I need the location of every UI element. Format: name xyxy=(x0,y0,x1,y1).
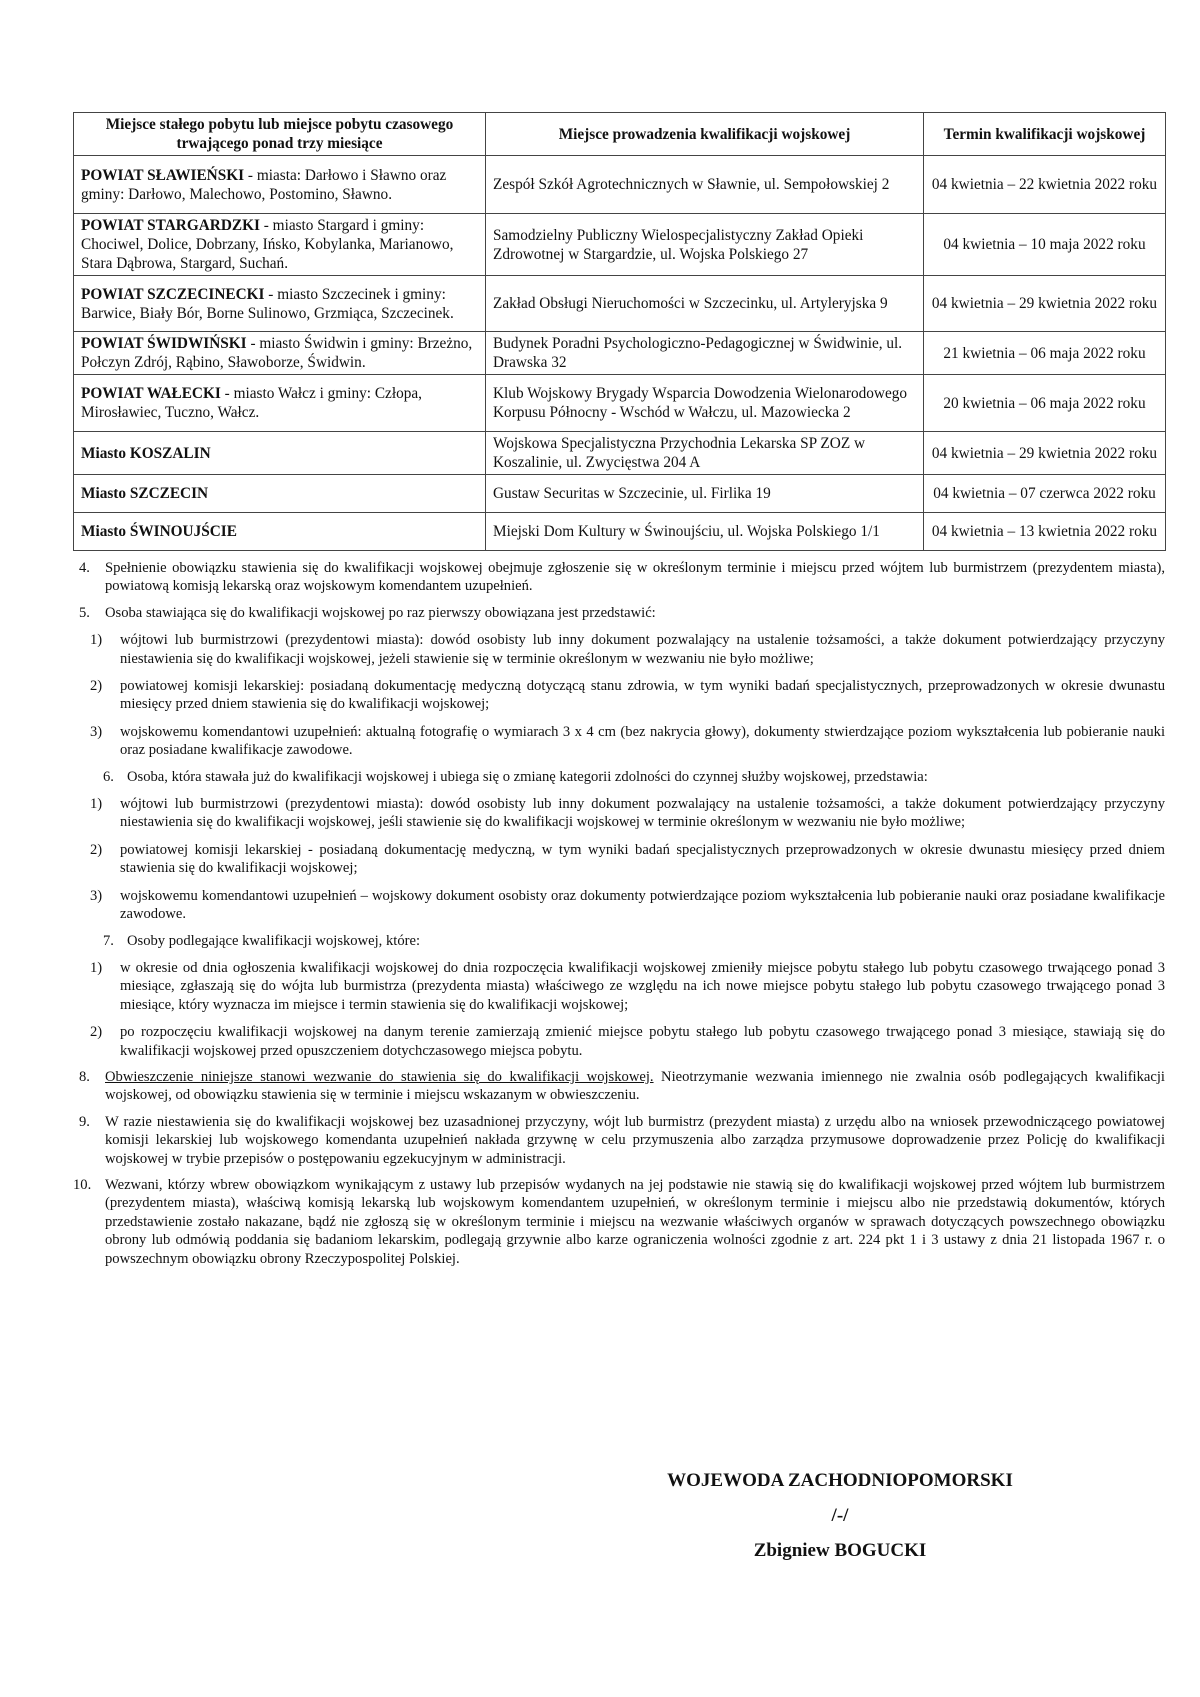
point-8 xyxy=(73,1068,1165,1105)
city-name: Miasto SZCZECIN xyxy=(74,475,486,513)
item-text: wojskowemu komendantowi uzupełnień – wojskowy dokument osobisty oraz dokumenty potwierdzające poziom wykształcenia lub pobieranie nauki oraz posiadane kwalifikacje zawodowe. xyxy=(120,887,1165,923)
city-name: Miasto ŚWINOUJŚCIE xyxy=(74,513,486,551)
point-7-item-1 xyxy=(73,959,1165,1014)
residence-cell xyxy=(74,332,486,375)
signature-mark: /-/ xyxy=(831,1505,849,1526)
notice-body xyxy=(73,559,1165,1268)
item-text: powiatowej komisji lekarskiej: posiadaną dokumentację medyczną dotyczącą stanu zdrowia, w tym wyniki badań specjalistycznych, przeprowadzonych w okresie dwunastu miesięcy przed dniem stawienia się do kwalifikacji wojskowej; xyxy=(120,678,1165,713)
point-9 xyxy=(73,1113,1165,1168)
residence-cell xyxy=(74,214,486,276)
point-6-item-2 xyxy=(73,841,1165,878)
residence-cell xyxy=(74,276,486,332)
county-name: POWIAT SŁAWIEŃSKI xyxy=(81,166,245,184)
place-cell: Miejski Dom Kultury w Świnoujściu, ul. Wojska Polskiego 1/1 xyxy=(486,513,924,551)
table-row xyxy=(74,432,1166,475)
item-text: po rozpoczęciu kwalifikacji wojskowej na danym terenie zamierzają zmienić miejsce pobytu stałego lub pobytu czasowego trwającego ponad 3 miesiące, stawiają się do kwalifikacji wojskowej przed opuszczeniem dotychczasowego miejsca pobytu. xyxy=(120,1024,1165,1059)
place-cell: Zakład Obsługi Nieruchomości w Szczecinku, ul. Artyleryjska 9 xyxy=(486,276,924,332)
item-text: wójtowi lub burmistrzowi (prezydentowi miasta): dowód osobisty lub inny dokument pozwalający na ustalenie tożsamości, a także dokument potwierdzający przyczyny niestawienia się do kwalifikacji wojskowej, jeżeli stawienie się w terminie określonym w wezwaniu nie było możliwe; xyxy=(120,632,1165,667)
place-cell: Samodzielny Publiczny Wielospecjalistyczny Zakład Opieki Zdrowotnej w Stargardzie, ul. Wojska Polskiego 27 xyxy=(486,214,924,276)
item-number: 1) xyxy=(90,632,103,649)
date-cell: 04 kwietnia – 29 kwietnia 2022 roku xyxy=(924,276,1166,332)
date-cell: 04 kwietnia – 10 maja 2022 roku xyxy=(924,214,1166,276)
date-cell: 20 kwietnia – 06 maja 2022 roku xyxy=(924,375,1166,432)
point-text: Spełnienie obowiązku stawienia się do kwalifikacji wojskowej obejmuje zgłoszenie się w określonym terminie i miejscu przed wójtem lub burmistrzem (prezydentem miasta), powiatową komisją lekarską oraz wojskowym komendantem uzupełnień. xyxy=(105,560,1165,595)
county-name: POWIAT ŚWIDWIŃSKI xyxy=(81,335,247,352)
point-6-item-3 xyxy=(73,887,1165,924)
qualification-schedule-table xyxy=(73,112,1166,551)
county-communes: - miasto Wałcz i gminy: Człopa, Mirosławiec, Tuczno, Wałcz. xyxy=(81,385,422,421)
point-5-item-3 xyxy=(73,723,1165,760)
point-number: 8. xyxy=(79,1068,90,1085)
item-number: 2) xyxy=(90,841,103,858)
place-cell: Zespół Szkół Agrotechnicznych w Sławnie, ul. Sempołowskiej 2 xyxy=(486,156,924,214)
date-cell: 04 kwietnia – 29 kwietnia 2022 roku xyxy=(924,432,1166,475)
point-6-item-1 xyxy=(73,795,1165,832)
summons-statement: Obwieszczenie niniejsze stanowi wezwanie do stawienia się do kwalifikacji wojskowej. xyxy=(105,1068,654,1085)
header-date: Termin kwalifikacji wojskowej xyxy=(924,113,1166,156)
place-cell: Wojskowa Specjalistyczna Przychodnia Lekarska SP ZOZ w Koszalinie, ul. Zwycięstwa 204 A xyxy=(486,432,924,475)
item-text: wojskowemu komendantowi uzupełnień: aktualną fotografię o wymiarach 3 x 4 cm (bez nakrycia głowy), dokumenty stwierdzające poziom wykształcenia lub pobieranie nauki oraz posiadane kwalifikacje zawodowe. xyxy=(120,723,1165,759)
point-10 xyxy=(73,1176,1165,1268)
point-6 xyxy=(73,768,1165,786)
table-row xyxy=(74,375,1166,432)
point-text-rest: Nieotrzymanie wezwania imiennego nie zwalnia osób podlegających kwalifikacji wojskowej, od obowiązku stawienia się w terminie i miejscu wskazanym w obwieszczeniu. xyxy=(105,1068,1165,1104)
item-number: 2) xyxy=(90,678,103,695)
point-number: 6. xyxy=(103,768,114,785)
item-number: 1) xyxy=(90,796,103,813)
item-number: 1) xyxy=(90,959,103,976)
point-5-item-1 xyxy=(73,631,1165,668)
residence-cell xyxy=(74,375,486,432)
county-name: POWIAT WAŁECKI xyxy=(81,385,221,402)
point-7-item-2 xyxy=(73,1023,1165,1060)
city-name: Miasto KOSZALIN xyxy=(74,432,486,475)
document-page xyxy=(73,112,1165,1268)
place-cell: Klub Wojskowy Brygady Wsparcia Dowodzenia Wielonarodowego Korpusu Północny - Wschód w Wałczu, ul. Mazowiecka 2 xyxy=(486,375,924,432)
point-number: 4. xyxy=(79,560,90,576)
signature-title: WOJEWODA ZACHODNIOPOMORSKI xyxy=(667,1470,1013,1491)
item-text: w okresie od dnia ogłoszenia kwalifikacji wojskowej do dnia rozpoczęcia kwalifikacji wojskowej zmieniły miejsce pobytu stałego lub pobytu czasowego trwającego ponad 3 miesiące, zgłaszają się do wójta lub burmistrza (prezydenta miasta) właściwego ze względu na ich nowe miejsce pobytu stałego lub pobytu czasowego trwającego ponad 3 miesiące, który wyznacza im miejsce i termin stawienia się do kwalifikacji wojskowej; xyxy=(120,959,1165,1013)
table-row xyxy=(74,332,1166,375)
signature-name: Zbigniew BOGUCKI xyxy=(753,1540,927,1561)
county-name: POWIAT SZCZECINECKI xyxy=(81,285,265,303)
point-number: 5. xyxy=(79,604,90,621)
county-communes: - miasto Szczecinek i gminy: Barwice, Biały Bór, Borne Sulinowo, Grzmiąca, Szczecinek. xyxy=(81,285,454,322)
table-header-row xyxy=(74,113,1166,156)
date-cell: 21 kwietnia – 06 maja 2022 roku xyxy=(924,332,1166,375)
table-row xyxy=(74,513,1166,551)
place-cell: Gustaw Securitas w Szczecinie, ul. Firlika 19 xyxy=(486,475,924,513)
header-residence: Miejsce stałego pobytu lub miejsce pobytu czasowego trwającego ponad trzy miesiące xyxy=(74,113,486,156)
date-cell: 04 kwietnia – 07 czerwca 2022 roku xyxy=(924,475,1166,513)
point-text xyxy=(105,1068,1165,1105)
county-communes: - miasta: Darłowo i Sławno oraz gminy: Darłowo, Malechowo, Postomino, Sławno. xyxy=(81,166,447,203)
point-text: W razie niestawienia się do kwalifikacji wojskowej bez uzasadnionej przyczyny, wójt lub burmistrz (prezydent miasta) z urzędu albo na wniosek przewodniczącego powiatowej komisji lekarskiej lub wojskowego komendanta uzupełnień nakłada grzywnę w celu przymuszenia albo zarządza przymusowe doprowadzenie przez Policję do kwalifikacji wojskowej w trybie przepisów o postępowaniu egzekucyjnym w administracji. xyxy=(105,1113,1165,1167)
header-place: Miejsce prowadzenia kwalifikacji wojskowej xyxy=(486,113,924,156)
point-5 xyxy=(73,604,1165,622)
table-row xyxy=(74,214,1166,276)
point-7 xyxy=(73,932,1165,950)
county-name: POWIAT STARGARDZKI xyxy=(81,217,260,234)
place-cell: Budynek Poradni Psychologiczno-Pedagogicznej w Świdwinie, ul. Drawska 32 xyxy=(486,332,924,375)
item-text: wójtowi lub burmistrzowi (prezydentowi miasta): dowód osobisty lub inny dokument pozwalający na ustalenie tożsamości, a także dokument potwierdzający przyczyny niestawienia się do kwalifikacji wojskowej, jeśli stawienie się do kwalifikacji wojskowej w terminie określonym w wezwaniu nie było możliwe; xyxy=(120,796,1165,831)
table-row xyxy=(74,276,1166,332)
item-number: 3) xyxy=(90,723,103,740)
item-number: 3) xyxy=(90,887,103,904)
point-text: Osoba, która stawała już do kwalifikacji wojskowej i ubiega się o zmianę kategorii zdolności do czynnej służby wojskowej, przedstawia: xyxy=(127,768,928,785)
table-row xyxy=(74,156,1166,214)
residence-cell xyxy=(74,156,486,214)
table-row xyxy=(74,475,1166,513)
county-communes: - miasto Świdwin i gminy: Brzeżno, Połczyn Zdrój, Rąbino, Sławoborze, Świdwin. xyxy=(81,335,473,371)
date-cell: 04 kwietnia – 22 kwietnia 2022 roku xyxy=(924,156,1166,214)
date-cell: 04 kwietnia – 13 kwietnia 2022 roku xyxy=(924,513,1166,551)
point-number: 9. xyxy=(79,1113,90,1130)
point-number: 10. xyxy=(73,1176,92,1193)
point-text: Osoby podlegające kwalifikacji wojskowej, które: xyxy=(127,932,421,949)
county-communes: - miasto Stargard i gminy: Chociwel, Dolice, Dobrzany, Ińsko, Kobylanka, Marianowo, Stara Dąbrowa, Stargard, Suchań. xyxy=(81,217,454,272)
item-text: powiatowej komisji lekarskiej - posiadaną dokumentację medyczną, w tym wyniki badań specjalistycznych przeprowadzonych w okresie dwunastu miesięcy przed dniem stawienia się do kwalifikacji wojskowej; xyxy=(120,841,1165,877)
point-text: Wezwani, którzy wbrew obowiązkom wynikającym z ustawy lub przepisów wydanych na jej podstawie nie stawią się do kwalifikacji wojskowej przed wójtem lub burmistrzem (prezydentem miasta), właściwą komisją lekarską lub wojskowym komendantem uzupełnień, w określonym terminie i miejscu albo nie przedstawią dokumentów, których przedstawienie zostało nakazane, bądź nie zgłoszą się w określonym terminie i miejscu na wezwanie właściwych organów w sprawach dotyczących powszechnego obowiązku obrony lub odmówią poddania się badaniom lekarskim, podlegają grzywnie albo karze ograniczenia wolności zgodnie z art. 224 pkt 1 i 3 ustawy z dnia 21 listopada 1967 r. o powszechnym obowiązku obrony Rzeczypospolitej Polskiej. xyxy=(105,1176,1165,1267)
item-number: 2) xyxy=(90,1024,103,1041)
point-5-item-2 xyxy=(73,677,1165,714)
point-number: 7. xyxy=(103,932,114,949)
point-4 xyxy=(73,559,1165,596)
point-text: Osoba stawiająca się do kwalifikacji wojskowej po raz pierwszy obowiązana jest przedstawić: xyxy=(105,604,656,621)
